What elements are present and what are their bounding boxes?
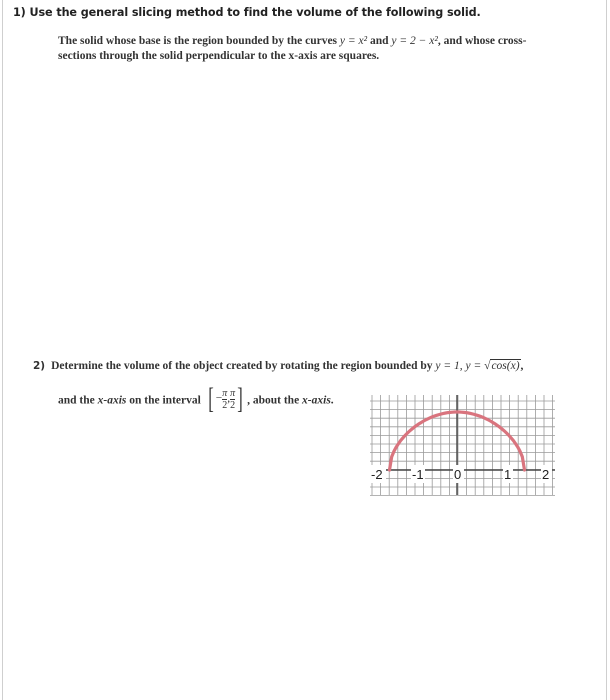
q2-equation-1: y = 1, [435,360,463,372]
q1-text-line2: sections through the solid perpendicular to the x-axis are squares. [58,50,380,62]
q2-sqrt-argument: cos(x) [491,360,520,372]
question-1-title: 1) Use the general slicing method to find the volume of the following solid. [13,6,481,19]
tick-label-2: 2 [542,467,550,482]
q2-axis-word-2: x-axis [302,394,331,407]
q2-line2-a: and the [58,394,98,407]
page-border-left [2,0,3,700]
interval-sign: − [215,392,223,405]
q1-text-b: , and whose cross- [437,35,527,47]
page-border-right [606,0,607,700]
question-1-body [58,34,578,64]
q2-equation-end: , [520,360,524,372]
q2-equation-2-lhs: y = [465,360,485,372]
interval-num-right: π [230,387,236,399]
tick-label-0: 0 [454,467,462,482]
q1-text-a: The solid whose base is the region bounded by the curves [58,35,340,47]
q2-line2-end: . [330,394,334,407]
interval-den-left: 2 [222,399,228,411]
tick-label-1: 1 [504,467,512,482]
interval-den-right: 2 [230,399,236,411]
q1-and: and [367,35,392,47]
tick-label--2: -2 [371,467,383,482]
tick-label--1: -1 [412,467,424,482]
question-2-title: 2) Determine the volume of the object created by rotating the region bounded by y = 1, y = √cos(x), [33,360,524,372]
q1-equation-1: y = x² [339,35,368,47]
q1-equation-2: y = 2 − x² [391,35,438,47]
q2-line2-c: , about the [247,394,303,407]
interval-num-left: π [222,387,228,399]
question-2-line-2 [58,382,334,415]
cosine-graph [370,395,560,500]
question-2-number: 2) [33,360,46,372]
interval-bracket: [ − $\frac{\pi}{2}$ , $\frac{\pi}{2}$ ] [207,382,243,415]
q2-axis-word: x-axis [97,394,127,407]
q2-text-a: Determine the volume of the object created by rotating the region bounded by [51,360,436,372]
q2-line2-b: on the interval [126,394,204,407]
